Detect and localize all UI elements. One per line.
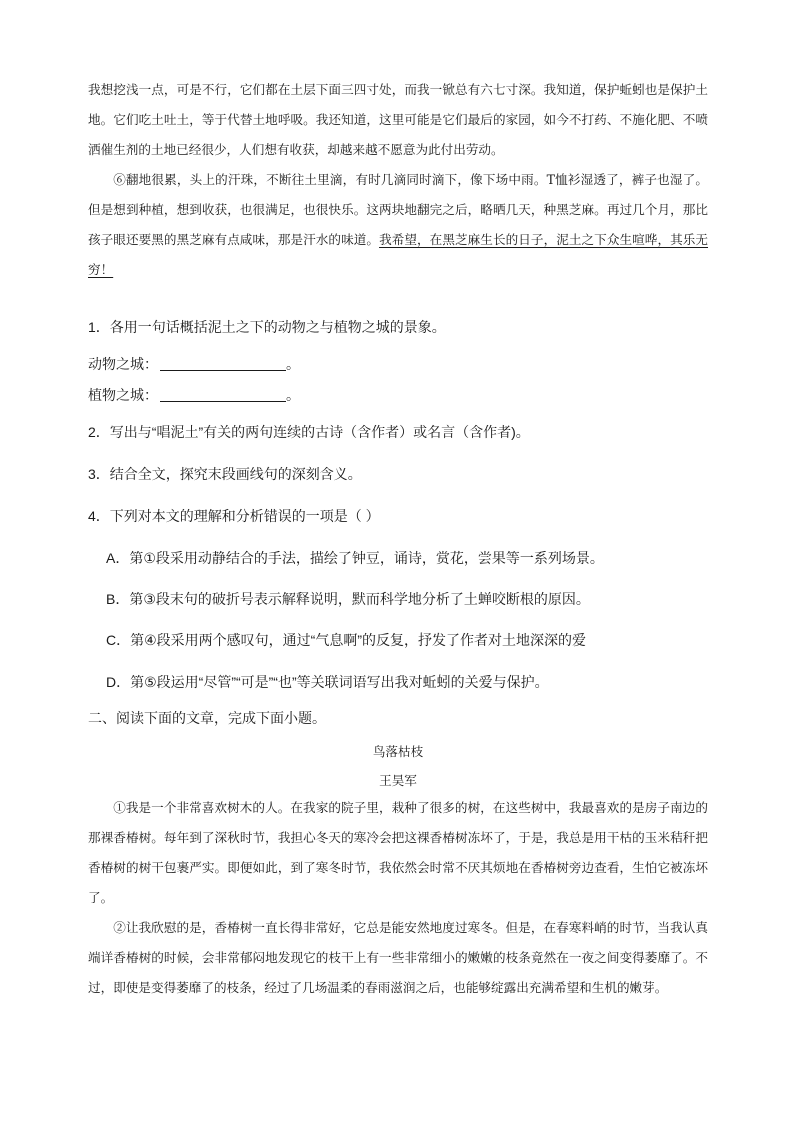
question-1-plant-line — [88, 385, 728, 405]
question-4: 4．下列对本文的理解和分析错误的一项是（ ） — [88, 508, 380, 524]
animal-city-answer-blank[interactable] — [160, 356, 286, 371]
question-2: 2．写出与“唱泥土”有关的两句连续的古诗（含作者）或名言（含作者)。 — [88, 424, 530, 440]
section-2-heading: 二、阅读下面的文章，完成下面小题。 — [88, 710, 326, 726]
article-paragraph-2: ②让我欣慰的是，香椿树一直长得非常好，它总是能安然地度过寒冬。但是，在春寒料峭的时节，当我认真端详香椿树的时候，会非常郁闷地发现它的枝干上有一些非常细小的嫩嫩的枝条竟然在一夜之间变得萎靡了。不过，即使是变得萎靡了的枝条，经过了几场温柔的春雨滋润之后，也能够绽露出充满希望和生机的嫩芽。 — [88, 920, 708, 995]
underlined-sentence: 我希望，在黑芝麻生长的日子，泥土之下众生喧哗，其乐无穷！ — [88, 232, 709, 277]
plant-city-label: 植物之城： — [88, 387, 158, 403]
article-title: 鸟落枯枝 — [372, 744, 424, 759]
question-4-option-b: B．第③段末句的破折号表示解释说明，默而科学地分析了土蝉咬断根的原因。 — [106, 591, 590, 607]
animal-city-label: 动物之城： — [88, 356, 158, 372]
article-body — [88, 793, 708, 1003]
paragraph-6-text: ⑥翻地很累，头上的汗珠，不断往土里滴，有时几滴同时滴下，像下场中雨。T恤衫湿透了，裤子也湿了。但是想到种植，想到收获，也很满足，也很快乐。这两块地翻完之后，略晒几天，种黑芝麻。再过几个月，那比孩子眼还要黑的黑芝麻有点咸味，那是汗水的味道。 — [88, 172, 708, 247]
question-1: 1．各用一句话概括泥土之下的动物之与植物之城的景象。 — [88, 319, 446, 335]
article-paragraph-1: ①我是一个非常喜欢树木的人。在我家的院子里，栽种了很多的树，在这些树中，我最喜欢的是房子南边的那裸香椿树。每年到了深秋时节，我担心冬天的寒冷会把这裸香椿树冻坏了，于是，我总是用干枯的玉米秸秆把香椿树的树干包裹严实。即便如此，到了寒冬时节，我依然会时常不厌其烦地在香椿树旁边查看，生怕它被冻坏了。 — [88, 800, 708, 905]
passage1-paragraph-6 — [88, 165, 708, 285]
passage1-paragraph-continued: 我想挖浅一点，可是不行，它们都在土层下面三四寸处，而我一锨总有六七寸深。我知道，保护蚯蚓也是保护土地。它们吃土吐土，等于代替土地呼吸。我还知道，这里可能是它们最后的家园，如今不打药、不施化肥、不喷洒催生剂的土地已经很少，人们想有收获，却越来越不愿意为此付出劳动。 — [88, 82, 708, 157]
article-author: 王昊军 — [379, 773, 417, 788]
question-1-animal-line — [88, 354, 728, 374]
passage1-text — [88, 75, 708, 285]
question-4-option-a: A．第①段采用动静结合的手法，描绘了钟豆，诵诗，赏花，尝果等一系列场景。 — [106, 550, 604, 566]
plant-city-answer-blank[interactable] — [160, 387, 286, 402]
question-4-option-d: D．第⑤段运用“尽管”“可是”“也”等关联词语写出我对蚯蚓的关爱与保护。 — [106, 674, 549, 690]
question-3: 3．结合全文，探究末段画线句的深刻含义。 — [88, 466, 362, 482]
plant-city-end: 。 — [286, 387, 300, 403]
animal-city-end: 。 — [286, 356, 300, 372]
question-4-option-c: C．第④段采用两个感叹句，通过“气息啊”的反复，抒发了作者对土地深深的爱 — [106, 632, 586, 648]
